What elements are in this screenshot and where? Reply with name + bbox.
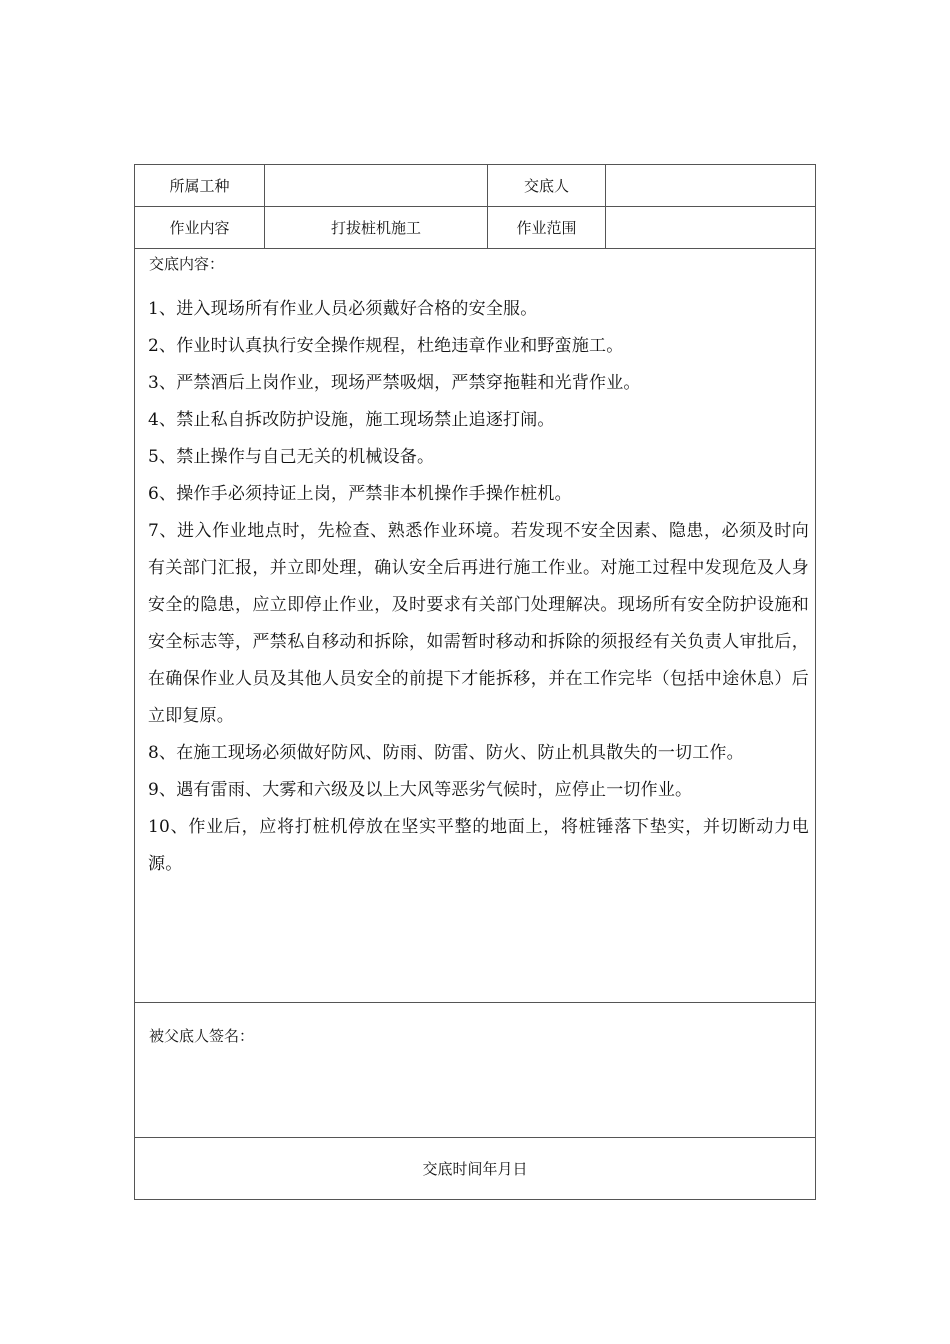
signature-label: 被父底人签名： — [149, 1027, 255, 1045]
work-content-label: 作业内容 — [135, 207, 265, 248]
header-row-1 — [135, 165, 815, 207]
header-row-2 — [135, 207, 815, 249]
discloser-value — [606, 165, 815, 206]
work-content-value: 打拔桩机施工 — [265, 207, 488, 248]
disclosure-item: 6、操作手必须持证上岗，严禁非本机操作手操作桩机。 — [148, 484, 572, 504]
disclosure-item: 10、作业后，应将打桩机停放在坚实平整的地面上，将桩锤落下垫实，并切断动力电源。 — [148, 817, 809, 874]
disclosure-content-section — [135, 249, 815, 1003]
work-type-value — [265, 165, 488, 206]
disclosure-form — [134, 164, 816, 1200]
signature-section — [135, 1003, 815, 1138]
disclosure-item: 9、遇有雷雨、大雾和六级及以上大风等恶劣气候时，应停止一切作业。 — [148, 780, 693, 800]
disclosure-date: 交底时间年月日 — [422, 1160, 528, 1178]
disclosure-item: 2、作业时认真执行安全操作规程，杜绝违章作业和野蛮施工。 — [148, 336, 624, 356]
disclosure-item: 7、进入作业地点时，先检查、熟悉作业环境。若发现不安全因素、隐患，必须及时向有关部门汇报，并立即处理，确认安全后再进行施工作业。对施工过程中发现危及人身安全的隐患，应立即停止作业，及时要求有关部门处理解决。现场所有安全防护设施和安全标志等，严禁私自移动和拆除，如需暂时移动和拆除的须报经有关负责人审批后，在确保作业人员及其他人员安全的前提下才能拆移，并在工作完毕（包括中途休息）后立即复原。 — [148, 521, 809, 726]
disclosure-item: 4、禁止私自拆改防护设施，施工现场禁止追逐打闹。 — [148, 410, 555, 430]
discloser-label: 交底人 — [488, 165, 606, 206]
disclosure-item: 5、禁止操作与自己无关的机械设备。 — [148, 447, 435, 467]
work-type-label: 所属工种 — [135, 165, 265, 206]
disclosure-item: 3、严禁酒后上岗作业，现场严禁吸烟，严禁穿拖鞋和光背作业。 — [148, 373, 641, 393]
disclosure-item-list — [148, 291, 809, 883]
disclosure-item: 8、在施工现场必须做好防风、防雨、防雷、防火、防止机具散失的一切工作。 — [148, 743, 744, 763]
work-scope-value — [606, 207, 815, 248]
work-scope-label: 作业范围 — [488, 207, 606, 248]
disclosure-content-label: 交底内容： — [149, 255, 225, 273]
disclosure-item: 1、进入现场所有作业人员必须戴好合格的安全服。 — [148, 299, 538, 319]
